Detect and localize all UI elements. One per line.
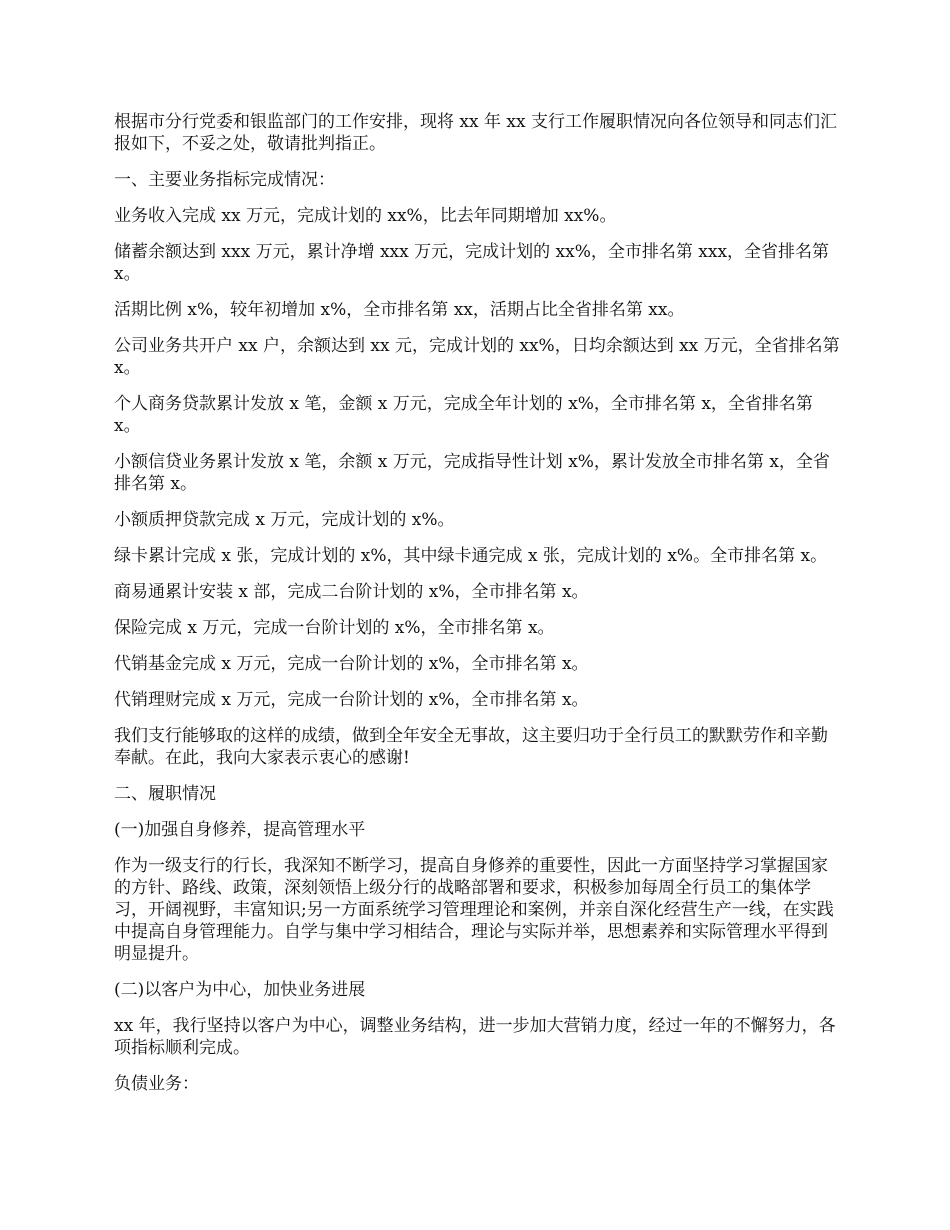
section-heading-main-indicators: 一、主要业务指标完成情况：	[114, 170, 335, 190]
section-heading-duties: 二、履职情况	[114, 784, 216, 804]
indicator-personal-business-loans: 个人商务贷款累计发放 x 笔，金额 x 万元，完成全年计划的 x%，全市排名第 x，全省排名第 x。	[114, 394, 813, 436]
indicator-green-card: 绿卡累计完成 x 张，完成计划的 x%，其中绿卡通完成 x 张，完成计划的 x%。全市排名第 x。	[114, 546, 828, 566]
indicator-corporate-business: 公司业务共开户 xx 户，余额达到 xx 元，完成计划的 xx%，日均余额达到 xx 万元，全省排名第 x。	[114, 336, 840, 378]
indicator-shangyitong: 商易通累计安装 x 部，完成二台阶计划的 x%，全市排名第 x。	[114, 582, 589, 602]
indicator-small-pledge-loans: 小额质押贷款完成 x 万元，完成计划的 x%。	[114, 510, 455, 530]
self-improvement-paragraph: 作为一级支行的行长，我深知不断学习，提高自身修养的重要性，因此一方面坚持学习掌握国家的方针、路线、政策，深刻领悟上级分行的战略部署和要求，积极参加每周全行员工的集体学习，开阔视野，丰富知识;另一方面系统学习管理理论和案例，并亲自深化经营生产一线，在实践中提高自身管理能力。自学与集中学习相结合，理论与实际并举，思想素养和实际管理水平得到明显提升。	[114, 856, 834, 964]
acknowledgement-paragraph: 我们支行能够取的这样的成绩，做到全年安全无事故，这主要归功于全行员工的默默劳作和辛勤奉献。在此，我向大家表示衷心的感谢!	[114, 726, 828, 768]
liability-business-label: 负债业务：	[114, 1074, 199, 1094]
subheading-customer-centric: (二)以客户为中心，加快业务进展	[114, 980, 366, 1000]
intro-paragraph: 根据市分行党委和银监部门的工作安排，现将 xx 年 xx 支行工作履职情况向各位领导和同志们汇报如下，不妥之处，敬请批判指正。	[114, 112, 837, 154]
subheading-self-improvement: (一)加强自身修养，提高管理水平	[114, 820, 366, 840]
customer-centric-paragraph: xx 年，我行坚持以客户为中心，调整业务结构，进一步加大营销力度，经过一年的不懈努力，各项指标顺利完成。	[114, 1016, 836, 1058]
indicator-wealth-management: 代销理财完成 x 万元，完成一台阶计划的 x%，全市排名第 x。	[114, 690, 589, 710]
indicator-microcredit: 小额信贷业务累计发放 x 笔，余额 x 万元，完成指导性计划 x%，累计发放全市排名第 x，全省排名第 x。	[114, 452, 830, 494]
indicator-demand-deposit-ratio: 活期比例 x%，较年初增加 x%，全市排名第 xx，活期占比全省排名第 xx。	[114, 300, 685, 320]
document-body	[114, 111, 842, 1109]
indicator-business-income: 业务收入完成 xx 万元，完成计划的 xx%，比去年同期增加 xx%。	[114, 206, 617, 226]
indicator-savings-balance: 储蓄余额达到 xxx 万元，累计净增 xxx 万元，完成计划的 xx%，全市排名第 xxx，全省排名第 x。	[114, 242, 830, 284]
indicator-insurance: 保险完成 x 万元，完成一台阶计划的 x%，全市排名第 x。	[114, 618, 555, 638]
indicator-fund-sales: 代销基金完成 x 万元，完成一台阶计划的 x%，全市排名第 x。	[114, 654, 589, 674]
